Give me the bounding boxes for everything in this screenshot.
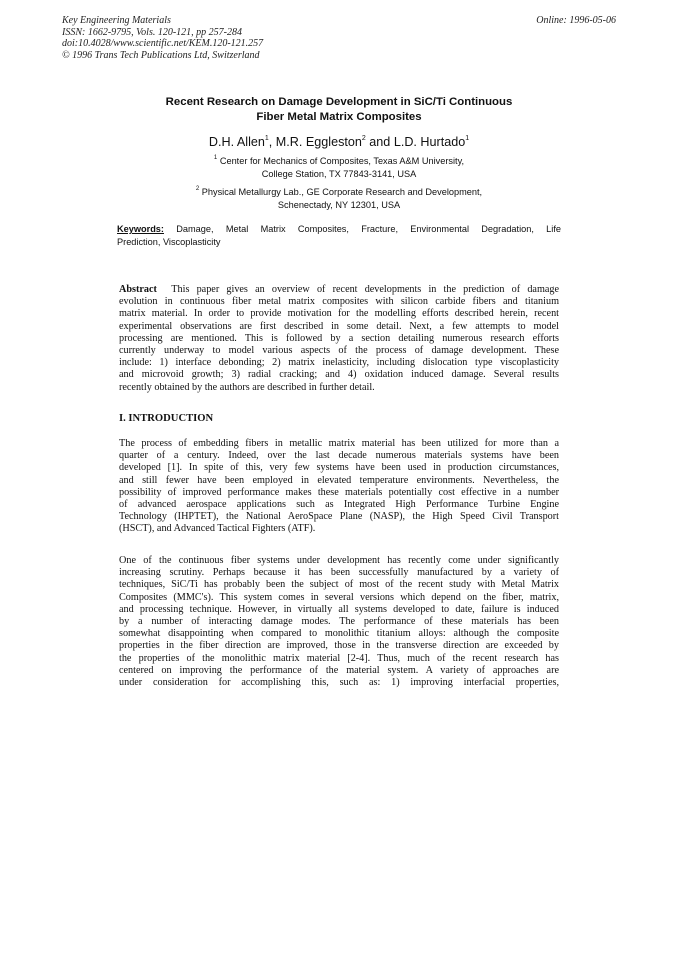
keywords-text-2: Prediction, Viscoplasticity [117,236,221,247]
para2-line-8: properties in the fiber direction are improved, those in the transverse direction are exceeded by [119,640,559,652]
para1-line-5: possibility of improved performance makes these materials potentially cost effective in a number [119,486,559,498]
author-eggleston-affiliation-mark: 2 [361,135,366,142]
abstract-line-3: matrix material. In order to provide motivation for the modelling efforts described herein, recent [119,308,559,320]
para1-line-7: Technology (IHPTET), the National AeroSpace Plane (NASP), the High Speed Civil Transport [119,511,559,523]
para2-line-11: under consideration for accomplishing this, such as: 1) improving interfacial properties, [119,676,559,688]
abstract-label: Abstract [119,284,157,295]
abstract-text-1: This paper gives an overview of recent developments in the prediction of damage [171,284,559,295]
affiliation-1-line-1: Center for Mechanics of Composites, Texas A&M University, [217,156,465,166]
doi-link[interactable]: doi:10.4028/www.scientific.net/KEM.120-121.257 [62,38,264,49]
abstract-line-2: evolution in continuous fiber metal matrix composites with silicon carbide fibers and titanium [119,296,559,308]
abstract [119,284,559,394]
copyright-line: © 1996 Trans Tech Publications Ltd, Switzerland [62,49,260,61]
affiliation-1-line-2: College Station, TX 77843-3141, USA [261,168,417,179]
keywords-text-1: Damage, Metal Matrix Composites, Fracture, Environmental Degradation, Life [176,224,562,234]
para2-line-6: by a number of interacting damage modes. The performance of these materials has been [119,615,559,627]
para2-line-5: and processing technique. However, in virtually all systems developed to date, failure is induced [119,603,559,615]
para2-line-3: techniques, SiC/Ti has probably been the subject of most of the recent study with Metal Matrix [119,579,559,591]
intro-paragraph-1 [119,438,559,536]
title-line-1: Recent Research on Damage Development in SiC/Ti Continuous [165,96,513,108]
title-line-2: Fiber Metal Matrix Composites [256,110,422,123]
para1-line-1: The process of embedding fibers in metallic matrix material has been utilized for more than a [119,438,559,449]
abstract-line-6: currently underway to model various aspects of the process of damage development. These [119,344,559,356]
affiliation-1 [60,155,618,180]
author-eggleston: M.R. Eggleston [275,135,362,149]
abstract-line-9: recently obtained by the authors are described in further detail. [119,381,375,393]
keywords-line-1 [117,223,561,236]
paper-title [60,95,618,124]
affiliation-2-mark: 2 [195,186,200,192]
intro-paragraph-2 [119,555,559,689]
para2-line-4: Composites (MMC's). This system comes in several versions which depend on the fiber, matrix, [119,591,559,603]
author-separator: , [268,135,276,149]
issn-line: ISSN: 1662-9795, Vols. 120-121, pp 257-284 [62,26,242,38]
abstract-line-5: processing are mentioned. This is followed by a section detailing numerous research efforts [119,332,559,344]
author-list [60,134,618,150]
para2-line-10: centered on improving the performance of the material system. A variety of approaches are [119,664,559,676]
affiliation-2-line-2: Schenectady, NY 12301, USA [277,199,401,210]
para2-line-2: increasing scrutiny. Perhaps because it has been successfully manufactured by a variety of [119,567,559,579]
journal-name: Key Engineering Materials [62,15,171,26]
abstract-line-4: experimental observations are first described in some detail. Next, a few attempts to model [119,320,559,332]
abstract-line-8: and microvoid growth; 3) radial cracking; and 4) oxidation induced damage. Several results [119,369,559,381]
author-separator: and [365,135,394,149]
abstract-line-1 [119,284,559,296]
para2-line-1: One of the continuous fiber systems under development has recently come under significantly [119,555,559,566]
author-allen-affiliation-mark: 1 [264,135,269,142]
para2-line-9: the properties of the monolithic matrix material [2-4]. Thus, much of the recent research has [119,652,559,664]
affiliation-2 [60,186,618,211]
author-allen: D.H. Allen [208,135,265,149]
para1-line-3: developed [1]. In spite of this, very few systems have been used in production circumstances, [119,462,559,474]
para1-line-6: of advanced aerospace applications such as Integrated High Performance Turbine Engine [119,498,559,510]
para1-line-8: (HSCT), and Advanced Tactical Fighters (ATF). [119,523,316,535]
section-heading-introduction: I. INTRODUCTION [119,413,214,424]
para1-line-2: quarter of a century. Indeed, over the last decade numerous materials systems have been [119,450,559,462]
para2-line-7: somewhat disappointing when compared to monolithic titanium alloys: although the composite [119,628,559,640]
affiliation-2-line-1: Physical Metallurgy Lab., GE Corporate Research and Development, [199,187,483,197]
affiliation-1-mark: 1 [213,155,218,161]
author-hurtado-affiliation-mark: 1 [465,135,470,142]
keywords [117,223,561,248]
online-date: Online: 1996-05-06 [536,15,616,26]
journal-header [62,15,422,61]
author-hurtado: L.D. Hurtado [393,135,466,149]
keywords-label: Keywords: [117,224,164,234]
abstract-line-7: include: 1) interface debonding; 2) matrix inelasticity, including dislocation type viscoplasticity [119,357,559,369]
para1-line-4: and still fewer have been employed in elevated temperature environments. Nevertheless, the [119,474,559,486]
